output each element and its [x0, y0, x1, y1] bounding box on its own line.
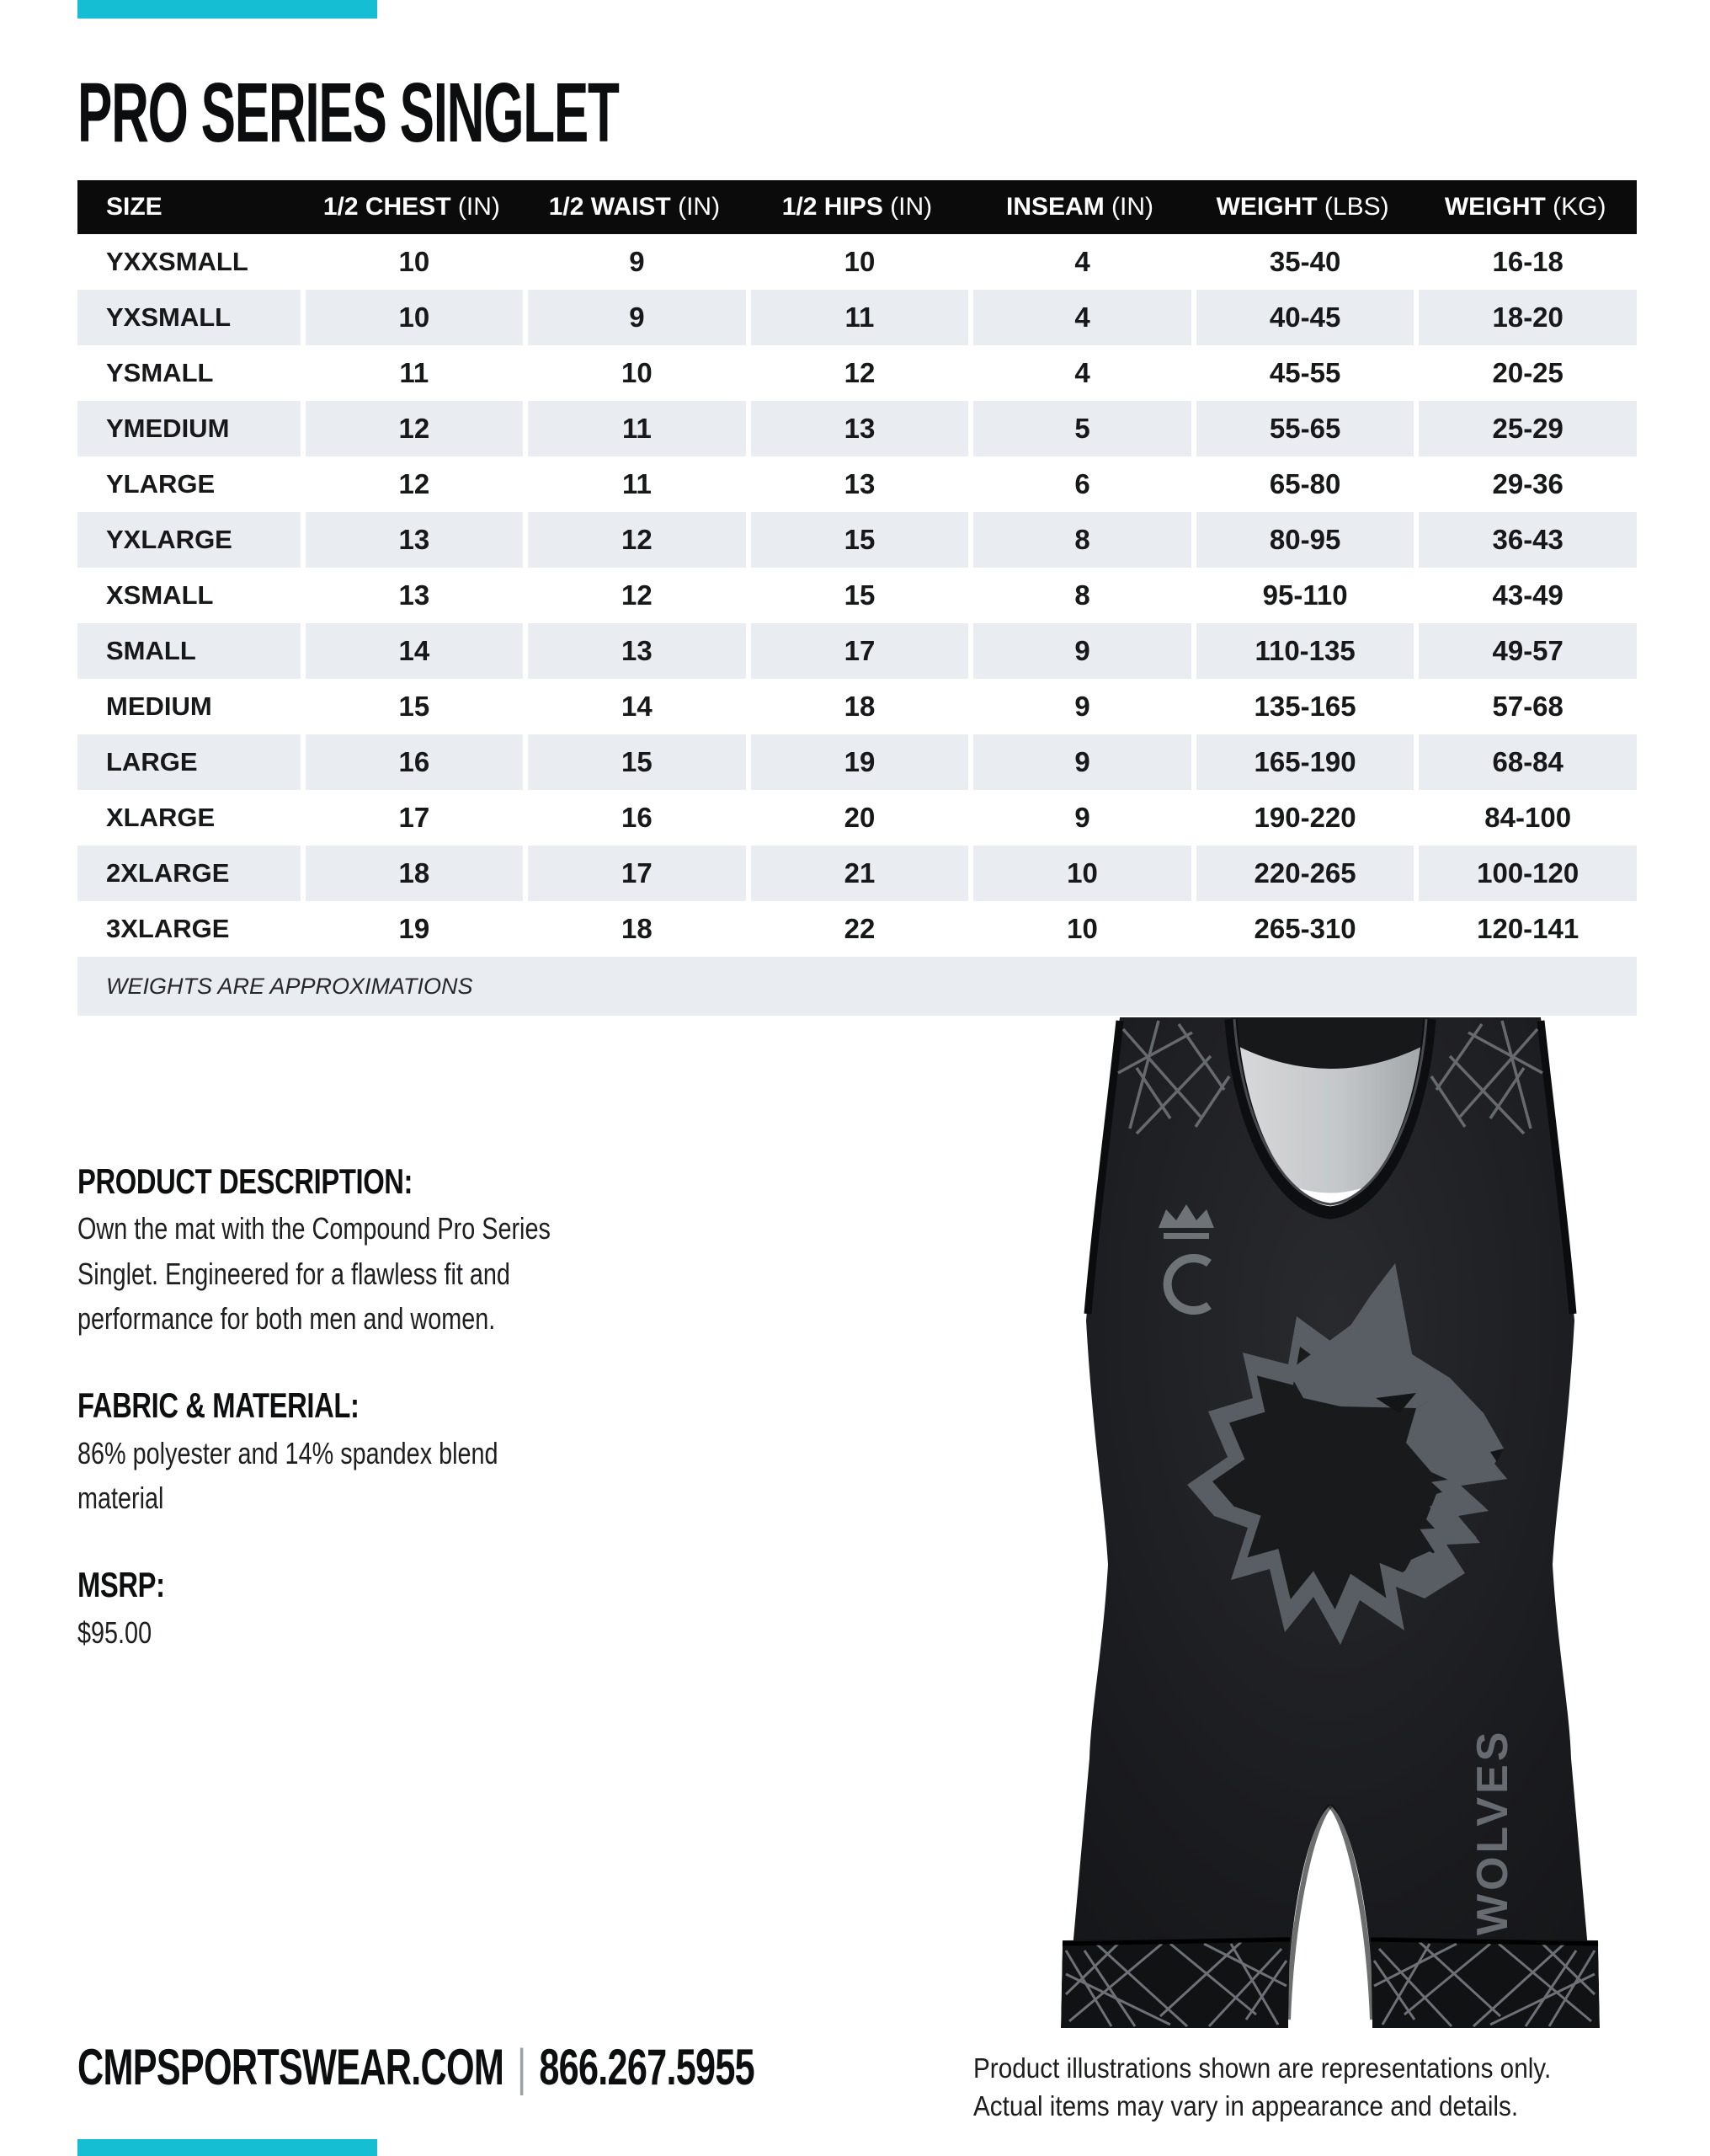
table-footnote: WEIGHTS ARE APPROXIMATIONS	[77, 957, 1637, 1016]
sizing-table-head	[77, 180, 1637, 234]
top-accent-bar	[77, 0, 377, 19]
size-value-cell: 18	[301, 846, 524, 901]
size-row	[77, 734, 1637, 790]
size-value-cell: 36-43	[1414, 512, 1637, 568]
size-value-cell: 135-165	[1191, 679, 1414, 734]
size-value-cell: 16-18	[1414, 234, 1637, 290]
size-value-cell: 12	[523, 568, 746, 623]
size-value-cell: 16	[301, 734, 524, 790]
msrp-heading: MSRP:	[77, 1565, 165, 1605]
size-value-cell: 17	[301, 790, 524, 846]
size-row	[77, 901, 1637, 957]
size-row	[77, 234, 1637, 290]
size-row	[77, 401, 1637, 456]
size-value-cell: 45-55	[1191, 345, 1414, 401]
size-value-cell: 20	[746, 790, 969, 846]
size-value-cell: 9	[523, 290, 746, 345]
size-value-cell: 15	[301, 679, 524, 734]
size-label-cell: MEDIUM	[106, 691, 212, 721]
size-value-cell: 80-95	[1191, 512, 1414, 568]
size-value-cell: 8	[968, 512, 1191, 568]
fabric-body: 86% polyester and 14% spandex blend material	[77, 1435, 498, 1515]
size-value-cell: 12	[523, 512, 746, 568]
sizing-table-body	[77, 234, 1637, 957]
size-row	[77, 846, 1637, 901]
size-value-cell: 35-40	[1191, 234, 1414, 290]
leg-text: WOLVES	[1468, 1728, 1517, 1935]
size-value-cell: 15	[523, 734, 746, 790]
fabric-heading: FABRIC & MATERIAL:	[77, 1385, 360, 1426]
disclaimer-line-1: Product illustrations shown are representations only.	[973, 2052, 1552, 2084]
size-value-cell: 10	[968, 846, 1191, 901]
website-text: CMPSPORTSWEAR.COM	[77, 2039, 504, 2095]
size-label-cell: SMALL	[106, 636, 196, 665]
size-value-cell: 57-68	[1414, 679, 1637, 734]
size-value-cell: 13	[746, 401, 969, 456]
size-value-cell: 16	[523, 790, 746, 846]
size-label-cell: YLARGE	[106, 469, 216, 499]
description-section	[77, 1161, 835, 1341]
msrp-value: $95.00	[77, 1614, 152, 1650]
size-row	[77, 512, 1637, 568]
size-value-cell: 43-49	[1414, 568, 1637, 623]
column-header: 1/2 CHEST (IN)	[301, 180, 524, 234]
size-value-cell: 40-45	[1191, 290, 1414, 345]
size-value-cell: 15	[746, 568, 969, 623]
size-label-cell: YSMALL	[106, 358, 214, 387]
phone-number: 866.267.5955	[539, 2039, 754, 2095]
table-footnote-row	[77, 957, 1637, 1016]
column-header: SIZE	[77, 180, 301, 234]
size-value-cell: 21	[746, 846, 969, 901]
size-value-cell: 68-84	[1414, 734, 1637, 790]
size-value-cell: 4	[968, 290, 1191, 345]
size-value-cell: 10	[301, 290, 524, 345]
size-value-cell: 165-190	[1191, 734, 1414, 790]
size-value-cell: 14	[301, 623, 524, 679]
size-value-cell: 18-20	[1414, 290, 1637, 345]
sizing-table	[77, 180, 1637, 1016]
footer-separator: |	[517, 2039, 526, 2095]
product-details	[77, 1161, 835, 1655]
size-value-cell: 100-120	[1414, 846, 1637, 901]
size-row	[77, 290, 1637, 345]
size-value-cell: 29-36	[1414, 456, 1637, 512]
size-chart-wrap	[77, 180, 1637, 1016]
size-label-cell: YXXSMALL	[106, 247, 248, 276]
left-leg-cuff	[1061, 1937, 1290, 2028]
size-value-cell: 4	[968, 345, 1191, 401]
size-value-cell: 9	[968, 734, 1191, 790]
disclaimer	[973, 2050, 1551, 2125]
size-value-cell: 11	[746, 290, 969, 345]
size-row	[77, 623, 1637, 679]
msrp-section	[77, 1564, 835, 1655]
size-value-cell: 13	[301, 512, 524, 568]
size-value-cell: 9	[968, 790, 1191, 846]
size-value-cell: 55-65	[1191, 401, 1414, 456]
size-value-cell: 5	[968, 401, 1191, 456]
size-value-cell: 120-141	[1414, 901, 1637, 957]
size-value-cell: 25-29	[1414, 401, 1637, 456]
size-value-cell: 9	[523, 234, 746, 290]
size-value-cell: 11	[523, 456, 746, 512]
size-value-cell: 6	[968, 456, 1191, 512]
size-value-cell: 65-80	[1191, 456, 1414, 512]
size-value-cell: 190-220	[1191, 790, 1414, 846]
column-header: 1/2 HIPS (IN)	[746, 180, 969, 234]
size-value-cell: 110-135	[1191, 623, 1414, 679]
column-header: INSEAM (IN)	[968, 180, 1191, 234]
size-value-cell: 13	[301, 568, 524, 623]
description-heading: PRODUCT DESCRIPTION:	[77, 1161, 413, 1201]
page-title: PRO SERIES SINGLET	[77, 66, 619, 160]
size-row	[77, 345, 1637, 401]
singlet-product-image	[1036, 1017, 1625, 2038]
column-header: WEIGHT (KG)	[1414, 180, 1637, 234]
size-label-cell: 3XLARGE	[106, 914, 230, 943]
size-value-cell: 9	[968, 679, 1191, 734]
size-row	[77, 456, 1637, 512]
size-value-cell: 49-57	[1414, 623, 1637, 679]
size-value-cell: 9	[968, 623, 1191, 679]
size-value-cell: 19	[301, 901, 524, 957]
size-label-cell: YXSMALL	[106, 302, 232, 332]
size-label-cell: 2XLARGE	[106, 858, 230, 888]
footer-contact	[77, 2038, 754, 2096]
size-value-cell: 11	[523, 401, 746, 456]
size-value-cell: 11	[301, 345, 524, 401]
size-value-cell: 18	[746, 679, 969, 734]
disclaimer-line-2: Actual items may vary in appearance and details.	[973, 2089, 1519, 2121]
size-value-cell: 10	[523, 345, 746, 401]
size-value-cell: 265-310	[1191, 901, 1414, 957]
size-value-cell: 12	[746, 345, 969, 401]
size-value-cell: 12	[301, 456, 524, 512]
size-label-cell: YMEDIUM	[106, 414, 230, 443]
size-value-cell: 95-110	[1191, 568, 1414, 623]
size-value-cell: 13	[746, 456, 969, 512]
size-label-cell: YXLARGE	[106, 525, 232, 554]
size-value-cell: 4	[968, 234, 1191, 290]
column-header: 1/2 WAIST (IN)	[523, 180, 746, 234]
size-row	[77, 790, 1637, 846]
right-leg-cuff	[1371, 1937, 1600, 2028]
size-value-cell: 20-25	[1414, 345, 1637, 401]
size-value-cell: 84-100	[1414, 790, 1637, 846]
size-value-cell: 15	[746, 512, 969, 568]
size-value-cell: 8	[968, 568, 1191, 623]
size-value-cell: 10	[968, 901, 1191, 957]
size-row	[77, 568, 1637, 623]
size-value-cell: 12	[301, 401, 524, 456]
size-label-cell: XLARGE	[106, 803, 216, 832]
fabric-section	[77, 1385, 835, 1520]
bottom-accent-bar	[77, 2139, 377, 2156]
size-label-cell: LARGE	[106, 747, 198, 776]
size-value-cell: 17	[746, 623, 969, 679]
size-value-cell: 10	[301, 234, 524, 290]
size-value-cell: 10	[746, 234, 969, 290]
size-label-cell: XSMALL	[106, 580, 214, 610]
size-value-cell: 13	[523, 623, 746, 679]
column-header: WEIGHT (LBS)	[1191, 180, 1414, 234]
size-value-cell: 18	[523, 901, 746, 957]
size-value-cell: 22	[746, 901, 969, 957]
size-value-cell: 17	[523, 846, 746, 901]
size-row	[77, 679, 1637, 734]
size-value-cell: 220-265	[1191, 846, 1414, 901]
description-body: Own the mat with the Compound Pro Series Singlet. Engineered for a flawless fit and performance for both men and women.	[77, 1211, 551, 1336]
size-value-cell: 19	[746, 734, 969, 790]
size-value-cell: 14	[523, 679, 746, 734]
